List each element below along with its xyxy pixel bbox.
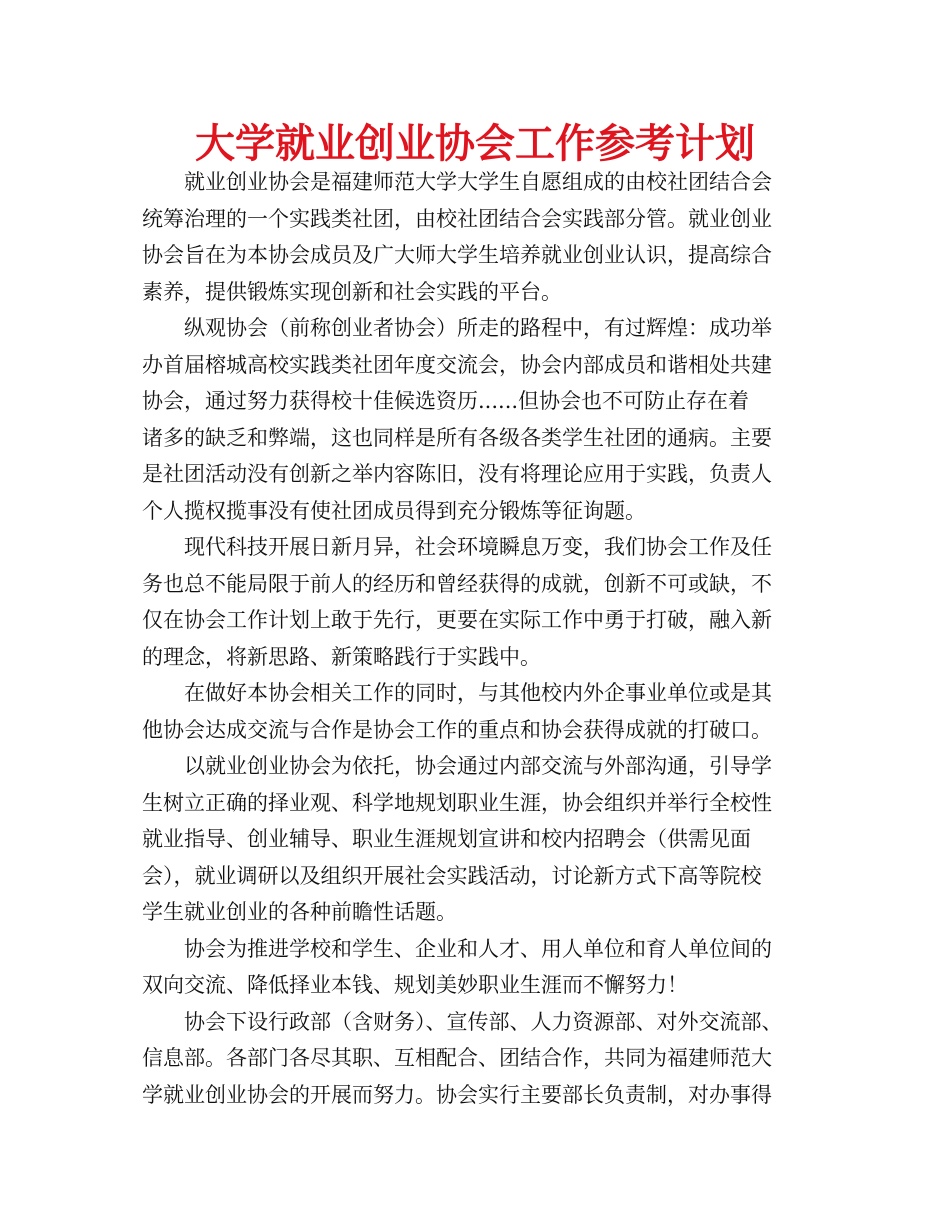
paragraph-line: 协会，通过努力获得校十佳候选资历......但协会也不可防止存在着 xyxy=(142,389,750,413)
paragraph-line: 个人揽权揽事没有使社团成员得到充分锻炼等征询题。 xyxy=(142,498,646,523)
paragraph xyxy=(142,310,810,529)
paragraph-first-line: 纵观协会（前称创业者协会）所走的路程中，有过辉煌：成功举 xyxy=(184,316,772,340)
paragraph-line: 协会旨在为本协会成员及广大师大学生培养就业创业认识，提高综合 xyxy=(142,243,772,267)
document-body xyxy=(142,164,810,1113)
paragraph-line: 就业指导、创业辅导、职业生涯规划宣讲和校内招聘会（供需见面 xyxy=(142,827,751,851)
paragraph-line: 务也总不能局限于前人的经历和曾经获得的成就，创新不可或缺，不 xyxy=(142,571,772,596)
paragraph-first-line: 协会下设行政部（含财务）、宣传部、人力资源部、对外交流部、 xyxy=(184,1009,783,1034)
paragraph-line: 双向交流、降低择业本钱、规划美妙职业生涯而不懈努力！ xyxy=(142,973,688,997)
paragraph-line: 诸多的缺乏和弊端，这也同样是所有各级各类学生社团的通病。主要 xyxy=(142,425,772,450)
paragraph-line: 的理念，将新思路、新策略践行于实践中。 xyxy=(142,644,541,669)
paragraph-first-line: 以就业创业协会为依托，协会通过内部交流与外部沟通，引导学 xyxy=(184,754,772,778)
paragraph-line: 仅在协会工作计划上敢于先行，更要在实际工作中勇于打破，融入新 xyxy=(142,608,772,632)
paragraph-line: 学生就业创业的各种前瞻性话题。 xyxy=(142,900,457,924)
paragraph-first-line: 现代科技开展日新月异，社会环境瞬息万变，我们协会工作及任 xyxy=(184,535,772,559)
paragraph-line: 办首届榕城高校实践类社团年度交流会，协会内部成员和谐相处共建 xyxy=(142,352,772,377)
document-title: 大学就业创业协会工作参考计划 xyxy=(195,121,755,167)
paragraph xyxy=(142,164,810,310)
paragraph-first-line: 协会为推进学校和学生、企业和人才、用人单位和育人单位间的 xyxy=(184,936,772,961)
paragraph xyxy=(142,931,810,1004)
paragraph xyxy=(142,1004,810,1114)
paragraph-line: 学就业创业协会的开展而努力。协会实行主要部长负责制，对办事得 xyxy=(142,1082,772,1107)
paragraph-line: 信息部。各部门各尽其职、互相配合、团结合作，共同为福建师范大 xyxy=(142,1046,772,1070)
paragraph-first-line: 在做好本协会相关工作的同时，与其他校内外企事业单位或是其 xyxy=(184,681,772,705)
paragraph-line: 素养，提供锻炼实现创新和社会实践的平台。 xyxy=(142,279,562,304)
paragraph-line: 他协会达成交流与合作是协会工作的重点和协会获得成就的打破口。 xyxy=(142,717,772,742)
paragraph-line: 统筹治理的一个实践类社团，由校社团结合会实践部分管。就业创业 xyxy=(142,206,772,231)
paragraph-line: 生树立正确的择业观、科学地规划职业生涯，协会组织并举行全校性 xyxy=(142,790,772,815)
paragraph-line: 会），就业调研以及组织开展社会实践活动，讨论新方式下高等院校 xyxy=(142,863,762,888)
paragraph-first-line: 就业创业协会是福建师范大学大学生自愿组成的由校社团结合会 xyxy=(184,170,772,194)
paragraph xyxy=(142,529,810,675)
paragraph-line: 是社团活动没有创新之举内容陈旧，没有将理论应用于实践，负责人 xyxy=(142,462,772,486)
paragraph xyxy=(142,675,810,748)
paragraph xyxy=(142,748,810,931)
